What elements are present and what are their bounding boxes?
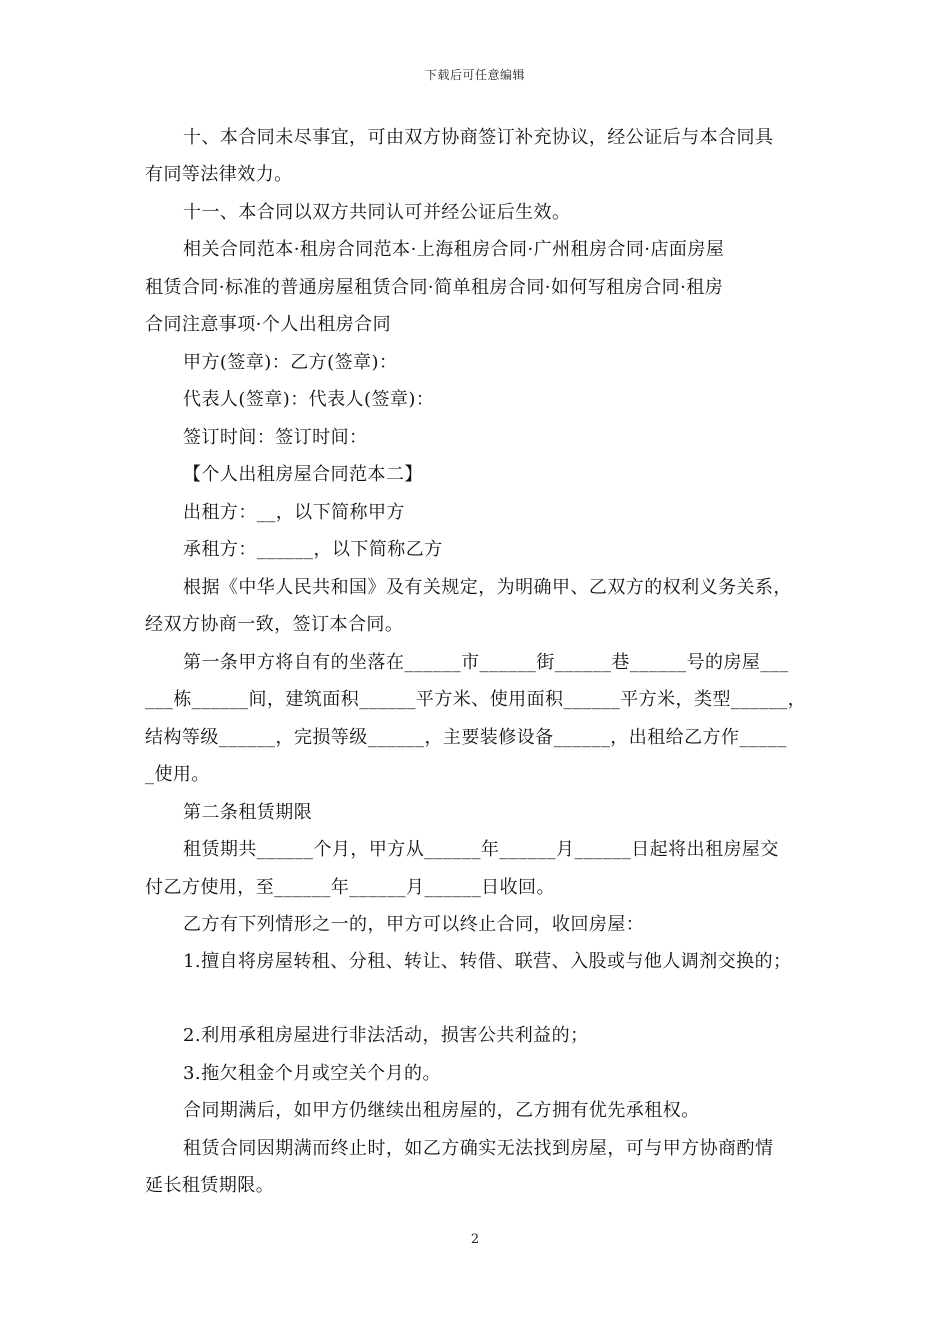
signature-line: 签订时间：签订时间： <box>183 427 368 448</box>
paragraph-line: 乙方有下列情形之一的，甲方可以终止合同，收回房屋： <box>183 914 645 935</box>
paragraph-line: 有同等法律效力。 <box>145 164 293 185</box>
list-item: 2.利用承租房屋进行非法活动，损害公共利益的； <box>183 1025 589 1046</box>
paragraph-line: 租赁合同因期满而终止时，如乙方确实无法找到房屋，可与甲方协商酌情 <box>183 1138 774 1159</box>
paragraph-line: 延长租赁期限。 <box>145 1175 275 1196</box>
clause-line: 付乙方使用，至______年______月______日收回。 <box>145 877 555 898</box>
related-links-line: 相关合同范本·租房合同范本·上海租房合同·广州租房合同·店面房屋 <box>183 239 725 260</box>
page-header: 下载后可任意编辑 <box>424 68 525 82</box>
clause-line: _使用。 <box>145 764 210 785</box>
paragraph-line: 十一、本合同以双方共同认可并经公证后生效。 <box>183 202 571 223</box>
list-item: 3.拖欠租金个月或空关个月的。 <box>183 1063 441 1084</box>
paragraph-line: 合同期满后，如甲方仍继续出租房屋的，乙方拥有优先承租权。 <box>183 1100 700 1121</box>
paragraph-line: 出租方：__，以下简称甲方 <box>183 502 405 523</box>
clause-heading: 第二条租赁期限 <box>183 802 313 823</box>
page-number: 2 <box>470 1232 480 1247</box>
paragraph-line: 承租方：______，以下简称乙方 <box>183 539 443 560</box>
section-title: 【个人出租房屋合同范本二】 <box>183 464 423 485</box>
related-links-line: 合同注意事项·个人出租房合同 <box>145 314 392 335</box>
clause-line: ___栋______间，建筑面积______平方米、使用面积______平方米，类型______， <box>145 689 807 710</box>
related-links-line: 租赁合同·标准的普通房屋租赁合同·简单租房合同·如何写租房合同·租房 <box>145 277 724 298</box>
paragraph-line: 经双方协商一致，签订本合同。 <box>145 614 404 635</box>
clause-line: 结构等级______，完损等级______，主要装修设备______，出租给乙方作_____ <box>145 727 787 748</box>
signature-line: 甲方(签章)：乙方(签章)： <box>183 352 398 373</box>
clause-line: 租赁期共______个月，甲方从______年______月______日起将出租房屋交 <box>183 839 779 860</box>
paragraph-line: 根据《中华人民共和国》及有关规定，为明确甲、乙双方的权利义务关系， <box>183 577 792 598</box>
signature-line: 代表人(签章)：代表人(签章)： <box>183 389 435 410</box>
clause-line: 第一条甲方将自有的坐落在______市______街______巷______号的房屋___ <box>183 652 789 673</box>
list-item: 1.擅自将房屋转租、分租、转让、转借、联营、入股或与他人调剂交换的； <box>183 951 792 972</box>
paragraph-line: 十、本合同未尽事宜，可由双方协商签订补充协议，经公证后与本合同具 <box>183 127 774 148</box>
